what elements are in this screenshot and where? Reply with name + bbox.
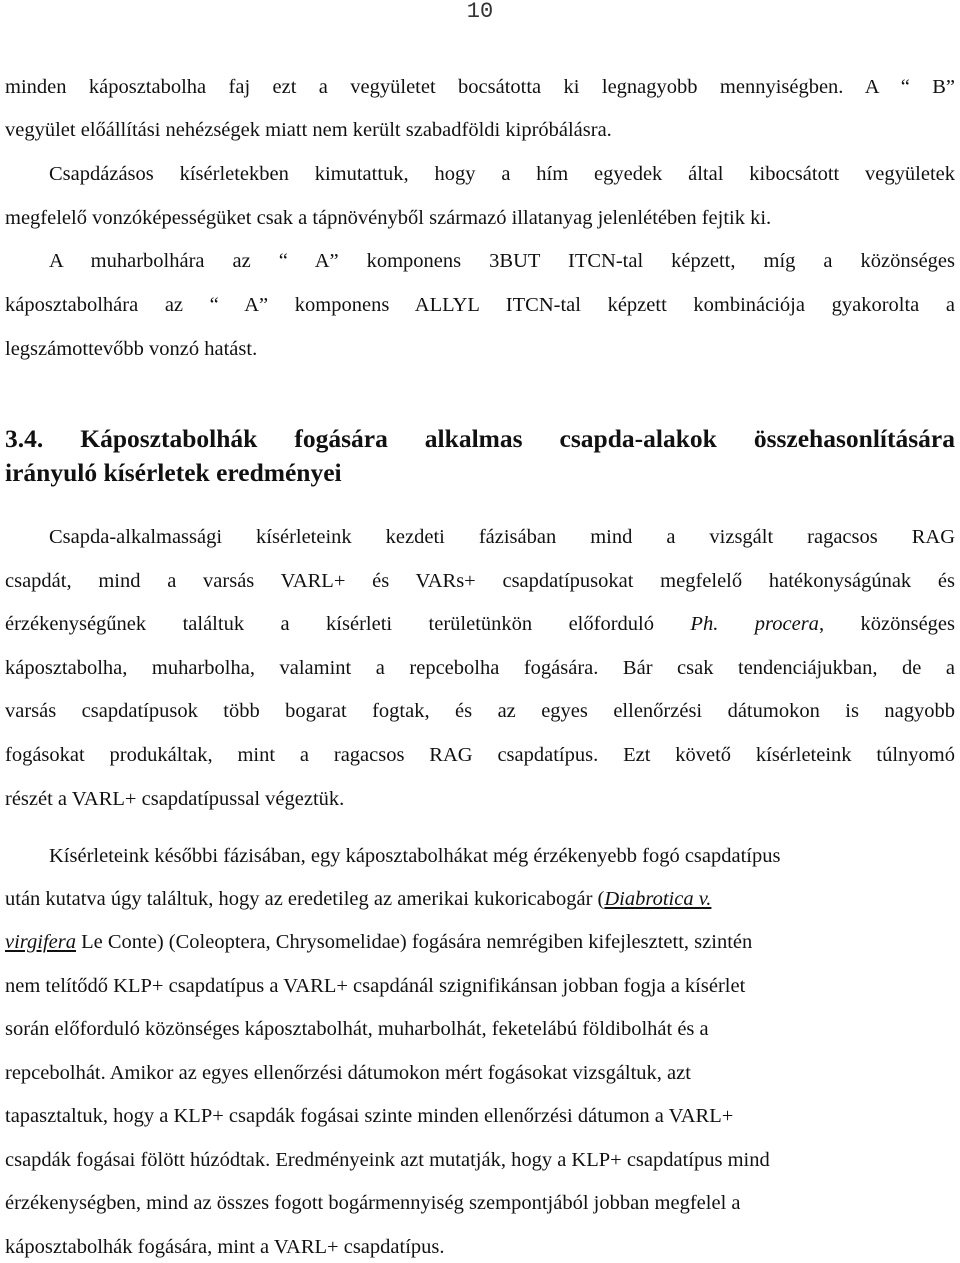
text-line: fogásokat produkáltak, mint a ragacsos RAG csapdatípus. Ezt követő kísérleteink túlnyomó (5, 744, 955, 766)
species-name-link: virgifera (5, 931, 76, 953)
text-line: Csapda-alkalmassági kísérleteink kezdeti fázisában mind a vizsgált ragacsos RAG (49, 526, 955, 548)
text-line (5, 886, 955, 912)
text-span: érzékenységűnek találtuk a kísérleti területünkön előforduló (5, 613, 691, 635)
text-line: minden káposztabolha faj ezt a vegyületet bocsátotta ki legnagyobb mennyiségben. A “ B” (5, 76, 955, 98)
text-line: Kísérleteink későbbi fázisában, egy káposztabolhákat még érzékenyebb fogó csapdatípus (49, 845, 781, 867)
text-line: tapasztaltuk, hogy a KLP+ csapdák fogásai szinte minden ellenőrzési dátumon a VARL+ (5, 1105, 734, 1127)
text-line: részét a VARL+ csapdatípussal végeztük. (5, 788, 345, 810)
page-number: 10 (466, 0, 494, 24)
text-span: Le Conte) (Coleoptera, Chrysomelidae) fogására nemrégiben kifejlesztett, szintén (75, 931, 753, 953)
text-line (5, 611, 955, 637)
species-name-link: Diabrotica v. (604, 888, 712, 910)
text-line: káposztabolhára az “ A” komponens ALLYL ITCN-tal képzett kombinációja gyakorolta a (5, 294, 955, 316)
text-line: során előforduló közönséges káposztabolhát, muharbolhát, feketelábú földibolhát és a (5, 1018, 709, 1040)
section-heading: irányuló kísérletek eredményei (5, 458, 342, 487)
text-line: Csapdázásos kísérletekben kimutattuk, hogy a hím egyedek által kibocsátott vegyületek (49, 163, 955, 185)
text-line: varsás csapdatípusok több bogarat fogtak, és az egyes ellenőrzési dátumokon is nagyobb (5, 700, 955, 722)
text-line: legszámottevőbb vonzó hatást. (5, 338, 258, 360)
text-span (718, 613, 754, 635)
species-name: Ph. (690, 613, 719, 635)
text-line: csapdák fogásai fölött húzódtak. Eredményeink azt mutatják, hogy a KLP+ csapdatípus mind (5, 1149, 770, 1171)
text-line: megfelelő vonzóképességüket csak a tápnövényből származó illatanyag jelenlétében fejtik ki. (5, 207, 772, 229)
text-line: káposztabolhák fogására, mint a VARL+ csapdatípus. (5, 1236, 445, 1258)
text-line: A muharbolhára az “ A” komponens 3BUT ITCN-tal képzett, míg a közönséges (49, 250, 955, 272)
text-line: repcebolhát. Amikor az egyes ellenőrzési dátumokon mért fogásokat vizsgáltuk, azt (5, 1062, 691, 1084)
text-line: káposztabolha, muharbolha, valamint a repcebolha fogására. Bár csak tendenciájukban, de a (5, 657, 955, 679)
text-span: után kutatva úgy találtuk, hogy az eredetileg az amerikai kukoricabogár ( (5, 888, 605, 910)
text-line: vegyület előállítási nehézségek miatt nem került szabadföldi kipróbálásra. (5, 119, 612, 141)
species-name: procera (754, 613, 819, 635)
text-line (5, 929, 955, 955)
text-line: csapdát, mind a varsás VARL+ és VARs+ csapdatípusokat megfelelő hatékonyságúnak és (5, 570, 955, 592)
text-line: érzékenységben, mind az összes fogott bogármennyiség szempontjából jobban megfelel a (5, 1192, 741, 1214)
section-heading: 3.4. Káposztabolhák fogására alkalmas csapda-alakok összehasonlítására (5, 424, 955, 453)
text-span: , közönséges (818, 613, 956, 635)
text-line: nem telítődő KLP+ csapdatípus a VARL+ csapdánál szignifikánsan jobban fogja a kísérlet (5, 975, 746, 997)
